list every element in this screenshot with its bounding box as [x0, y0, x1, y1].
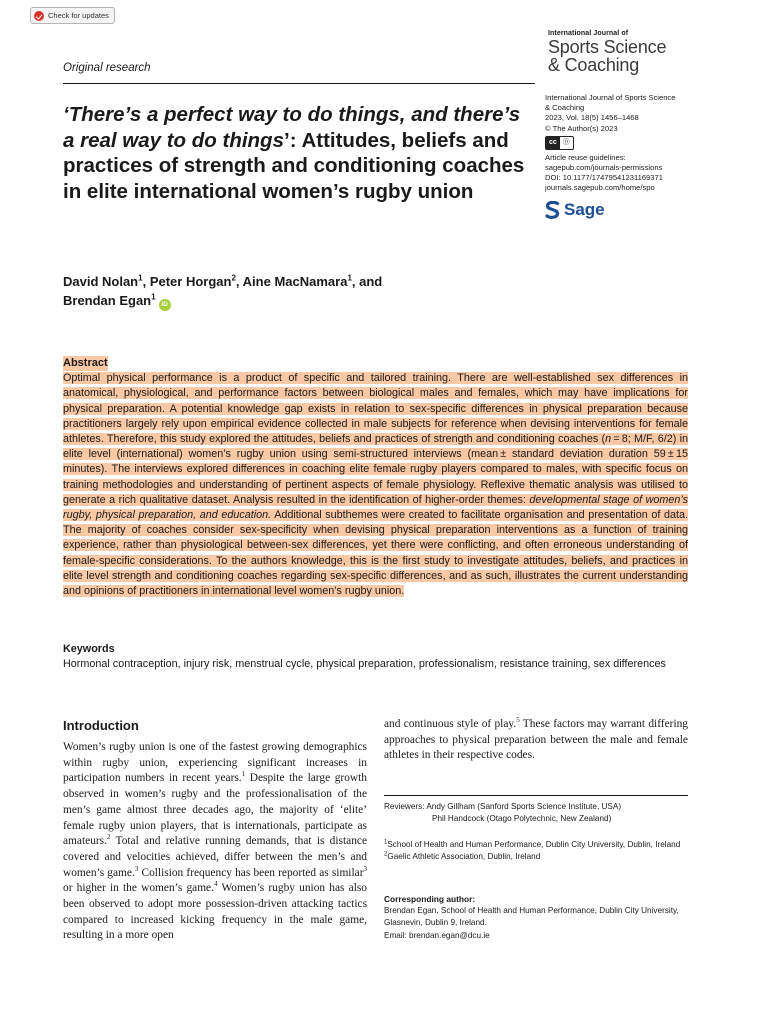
author-affil-sup: 1 — [151, 292, 156, 302]
reviewers — [384, 801, 694, 825]
journal-info — [545, 93, 735, 194]
author-name[interactable]: David Nolan — [63, 274, 139, 289]
corresponding-address: Brendan Egan, School of Health and Human Performance, Dublin City University, Glasnevin, Dublin 9, Ireland. — [384, 906, 679, 928]
keywords — [63, 642, 688, 672]
cc-license-badge[interactable] — [545, 136, 574, 150]
journal-logo-line2: & Coaching — [548, 55, 640, 75]
author-affil-sup: 2 — [231, 273, 236, 283]
orcid-icon[interactable]: iD — [159, 299, 171, 311]
keywords-list: Hormonal contraception, injury risk, menstrual cycle, physical preparation, professionalism, resistance training, sex differences — [63, 658, 666, 671]
introduction-paragraph: Women’s rugby union is one of the fastest growing demographics within rugby union, experiencing significant increases in participation numbers in recent years.$^1$ Despite the large growth observed in women’s rugby and the professionalisation of the men’s game almost three decades ago, the majority of ‘elite’ female rugby union players, that is internationals, participate as amateurs.$^2$ Total and relative running demands, that is distance covered and velocities achieved, differ between the men’s and women’s game.$^3$ Collision frequency has been reported as similar$^3$ or higher in the women’s game.$^4$ Women’s rugby union has also been observed to adopt more possession-driven attacking tactics compared to increased kicking frequency in the male game, resulting in a more open — [63, 741, 368, 942]
reuse-guidelines-link[interactable]: sagepub.com/journals-permissions — [545, 163, 663, 173]
journal-name-line1: International Journal of Sports Science — [545, 93, 676, 102]
journal-name-line2: & Coaching — [545, 103, 585, 113]
author-name[interactable]: Aine MacNamara — [242, 274, 348, 289]
check-for-updates-badge[interactable] — [30, 7, 115, 24]
abstract-heading: Abstract — [63, 356, 108, 371]
introduction-continued: and continuous style of play.$^5$ These factors may warrant differing approaches to physical preparation between the male and female athletes in their respective codes. — [384, 716, 688, 762]
citation-link[interactable]: 3 — [363, 864, 367, 873]
affiliation-item: $^2$Gaelic Athletic Association, Dublin, Ireland — [384, 851, 541, 862]
copyright: © The Author(s) 2023 — [545, 123, 618, 133]
header-divider — [63, 83, 535, 84]
journal-logo-small: International Journal of — [548, 30, 629, 37]
check-for-updates-label: Check for updates — [48, 11, 109, 20]
doi[interactable]: DOI: 10.1177/17479541231169371 — [545, 173, 663, 183]
corresponding-author — [384, 893, 694, 942]
sage-logo — [545, 200, 605, 220]
title-rest: ’: Attitudes, beliefs and practices of strength and conditioning coaches in elite international women’s rugby union — [63, 128, 525, 203]
zero-icon: ⓪ — [562, 138, 570, 146]
citation-link[interactable]: 1 — [241, 770, 246, 779]
update-check-icon — [34, 11, 44, 21]
journal-logo — [548, 30, 708, 74]
article-title — [63, 102, 533, 204]
affiliation-item: $^1$School of Health and Human Performance, Dublin City University, Dublin, Ireland — [384, 839, 681, 849]
sage-wordmark: Sage — [564, 200, 605, 219]
author-list: David Nolan$^1$, Peter Horgan$^2$, Aine MacNamara$^1$, and Brendan Egan$^1$iD — [63, 272, 533, 311]
citation-link[interactable]: 3 — [134, 864, 139, 873]
affiliations — [384, 839, 694, 863]
reviewer-line: Phil Handcock (Otago Polytechnic, New Zealand) — [432, 814, 612, 824]
author-name[interactable]: Brendan Egan — [63, 293, 152, 308]
journal-logo-line1: Sports Science — [548, 37, 667, 57]
section-label: Original research — [63, 62, 151, 74]
journal-homepage-link[interactable]: journals.sagepub.com/home/spo — [545, 183, 655, 193]
introduction-heading: Introduction — [63, 718, 139, 733]
corresponding-email[interactable]: Email: brendan.egan@dcu.ie — [384, 930, 490, 940]
abstract-body: Optimal physical performance is a product of specific and tailored training. There are well-established sex differences in anatomical, physiological, and performance factors between biological males and females, which may have implications for physical preparation. A potential knowledge gap exists in relation to sex-specific differences in physical preparation because practitioners largely rely upon empirical evidence collected in male subjects for reference when devising interventions for female athletes. Therefore, this study explored the attitudes, beliefs and practices of strength and conditioning coaches (n = 8; M/F, 6/2) in elite level (international) women’s rugby union using semi-structured interviews (mean ± standard deviation duration 59 ± 15 minutes). The interviews explored differences in coaching elite female rugby players compared to males, with specific focus on training methodologies and understanding of pertinent aspects of female physiology. Reflexive thematic analysis was utilised to generate a rich qualitative dataset. Analysis resulted in the identification of higher-order themes: developmental stage of women’s rugby, physical preparation, and education. Additional subthemes were created to facilitate organisation and presentation of data. The majority of coaches consider sex-specificity when devising physical preparation interventions as a function of training experience, rather than physiological between-sex differences, yet there were conflicting, and often erroneous understanding of female-specific considerations. To the authors knowledge, this is the first study to investigate attitudes, beliefs, and practices in elite level strength and conditioning coaches regarding sex-specific differences, and as such, illustrates the current understanding and opinions of practitioners in international level women’s rugby union. — [63, 372, 688, 598]
journal-volume: 2023, Vol. 18(5) 1456–1468 — [545, 113, 639, 123]
abstract — [63, 356, 688, 599]
sage-s-icon — [545, 201, 560, 219]
reuse-guidelines-label: Article reuse guidelines: — [545, 152, 626, 162]
citation-link[interactable]: 4 — [213, 880, 218, 889]
citation-link[interactable]: 5 — [516, 716, 520, 725]
author-affil-sup: 1 — [347, 273, 352, 283]
title-quote: ‘There’s a perfect way to do things, and there’s a real way to do things — [63, 103, 521, 152]
author-name[interactable]: Peter Horgan — [149, 274, 232, 289]
citation-link[interactable]: 2 — [106, 833, 111, 842]
reviewer-line: Reviewers: Andy Gillham (Sanford Sports Science Institute, USA) — [384, 802, 622, 811]
cc-icon: cc — [546, 137, 560, 149]
author-affil-sup: 1 — [138, 273, 143, 283]
corresponding-author-heading: Corresponding author: — [384, 894, 476, 904]
footnote-divider — [384, 795, 688, 796]
keywords-heading: Keywords — [63, 643, 115, 655]
